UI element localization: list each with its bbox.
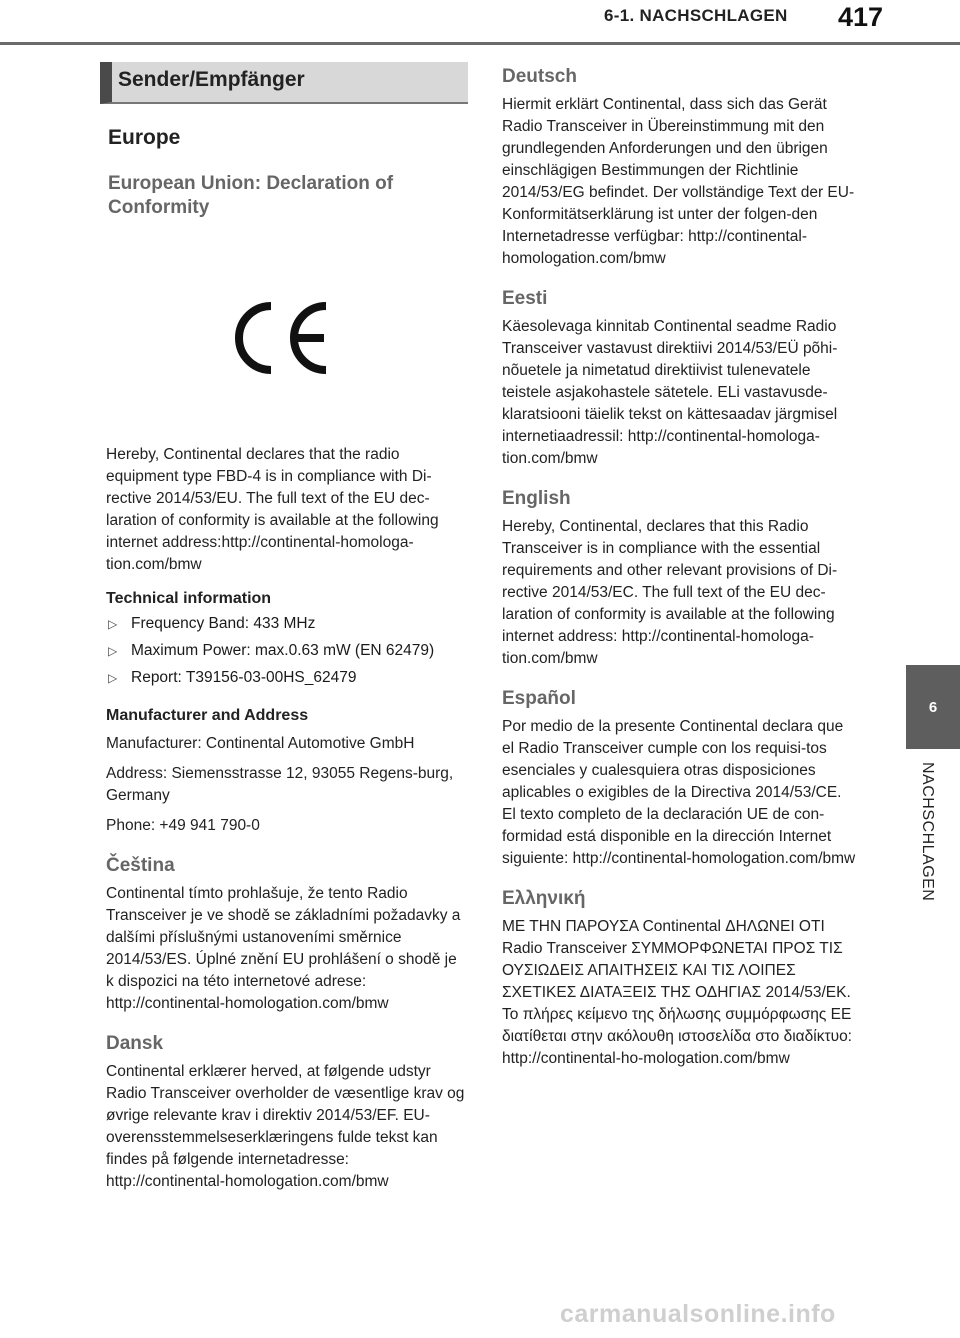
section-title: Sender/Empfänger	[118, 68, 305, 91]
address-text: Address: Siemensstrasse 12, 93055 Regens-burg, Germany	[106, 765, 454, 804]
cestina-text: Continental tímto prohlašuje, že tento Radio Transceiver je ve shodě se základními požadavky a dalšími příslušnými ustanoveními směrnice 2014/53/ES. Úplné znění EU prohlášení o shodě je k dispozici na této internetové adrese: http://continental-homologation.com/bmw	[106, 885, 461, 1012]
chapter-side-label-text: NACHSCHLAGEN	[919, 762, 936, 902]
technical-info-list	[106, 613, 468, 689]
deutsch-text: Hiermit erklärt Continental, dass sich das Gerät Radio Transceiver in Übereinstimmung mit den grundlegenden Anforderungen und den übrigen einschlägigen Bestimmungen der Richtlinie 2014/53/EG befindet. Der vollständige Text der EU-Konformitätserklärung ist unter der folgen-den Internetadresse verfügbar: http://continental-homologation.com/bmw	[502, 96, 855, 267]
deutsch-heading: Deutsch	[502, 66, 577, 87]
dansk-heading: Dansk	[106, 1033, 164, 1054]
eesti-text: Käesolevaga kinnitab Continental seadme Radio Transceiver vastavust direktiivi 2014/53/EÜ põhi-nõuetele ja nimetatud direktiivist tulenevatele teistele asjakohastele sätetele. ELi vastavusde-klaratsiooni täielik tekst on kättesaadav järgmisel internetiaadressil: http://continental-homologa-tion.com/bmw	[502, 318, 838, 467]
espanol-heading: Español	[502, 688, 576, 709]
left-column	[100, 62, 468, 1193]
english-text: Hereby, Continental, declares that this Radio Transceiver is in compliance with the essential requirements and other relevant provisions of Di-rective 2014/53/EC. The full text of the EU dec-laration of conformity is available at the following internet address: http://continental-homologa-tion.com/bmw	[502, 518, 838, 667]
chapter-title: 6-1. NACHSCHLAGEN	[604, 6, 788, 25]
region-heading: Europe	[108, 126, 181, 149]
phone-text: Phone: +49 941 790-0	[106, 817, 260, 834]
page-number: 417	[838, 2, 884, 32]
greek-heading: Ελληνική	[502, 888, 586, 909]
technical-info-heading: Technical information	[106, 590, 272, 607]
eesti-heading: Eesti	[502, 288, 548, 309]
dansk-text: Continental erklærer herved, at følgende udstyr Radio Transceiver overholder de væsentlige krav og øvrige relevante krav i direktiv 2014/53/EF. EU-overensstemmelseserklæringens fulde tekst kan findes på følgende internetadresse: http://continental-homologation.com/bmw	[106, 1063, 465, 1190]
eu-declaration-heading: European Union: Declaration of Conformity	[108, 173, 394, 218]
list-item: ▷ Frequency Band: 433 MHz	[106, 613, 468, 635]
bullet-arrow-icon: ▷	[108, 617, 118, 631]
bullet-arrow-icon: ▷	[108, 671, 118, 685]
chapter-tab[interactable]	[906, 665, 960, 749]
manufacturer-text: Manufacturer: Continental Automotive GmbH	[106, 735, 415, 752]
english-heading: English	[502, 488, 571, 509]
bullet-arrow-icon: ▷	[108, 644, 118, 658]
page-header	[0, 0, 960, 46]
espanol-text: Por medio de la presente Continental declara que el Radio Transceiver cumple con los requisi-tos esenciales y cualesquiera otras disposiciones aplicables o exigibles de la Directiva 2014/53/CE. El texto completo de la declaración UE de con-formidad está disponible en la dirección Internet siguiente: http://continental-homologation.com/bmw	[502, 718, 856, 867]
section-title-bar	[100, 62, 468, 104]
header-rule	[0, 42, 960, 45]
right-column	[502, 62, 858, 1070]
chapter-tab-number: 6	[928, 699, 938, 716]
manufacturer-heading: Manufacturer and Address	[106, 707, 309, 724]
watermark-text: carmanualsonline.info	[560, 1300, 836, 1328]
ce-mark-icon	[226, 298, 336, 378]
greek-text: ΜΕ ΤΗΝ ΠΑΡΟΥΣΑ Continental ΔΗΛΩΝΕΙ ΟΤΙ Radio Transceiver ΣΥΜΜΟΡΦΩΝΕΤΑΙ ΠΡΟΣ ΤΙΣ ΟΥΣΙΩΔΕΙΣ ΑΠΑΙΤΗΣΕΙΣ ΚΑΙ ΤΙΣ ΛΟΙΠΕΣ ΣΧΕΤΙΚΕΣ ΔΙΑΤΑΞΕΙΣ ΤΗΣ ΟΔΗΓΙΑΣ 2014/53/ΕΚ. Το πλήρες κείμενο της δήλωσης συμμόρφωσης ΕΕ διατίθεται στην ακόλουθη ιστοσελίδα στο διαδίκτυο: http://continental-ho-mologation.com/bmw	[502, 918, 852, 1067]
chapter-side-label	[912, 762, 942, 932]
list-item: ▷ Report: T39156-03-00HS_62479	[106, 667, 468, 689]
list-item: ▷ Maximum Power: max.0.63 mW (EN 62479)	[106, 640, 468, 662]
eu-declaration-text: Hereby, Continental declares that the radio equipment type FBD-4 is in compliance with Di-rective 2014/53/EU. The full text of the EU dec-laration of conformity is available at the following internet address:http://continental-homologa-tion.com/bmw	[106, 446, 439, 573]
cestina-heading: Čeština	[106, 855, 175, 876]
